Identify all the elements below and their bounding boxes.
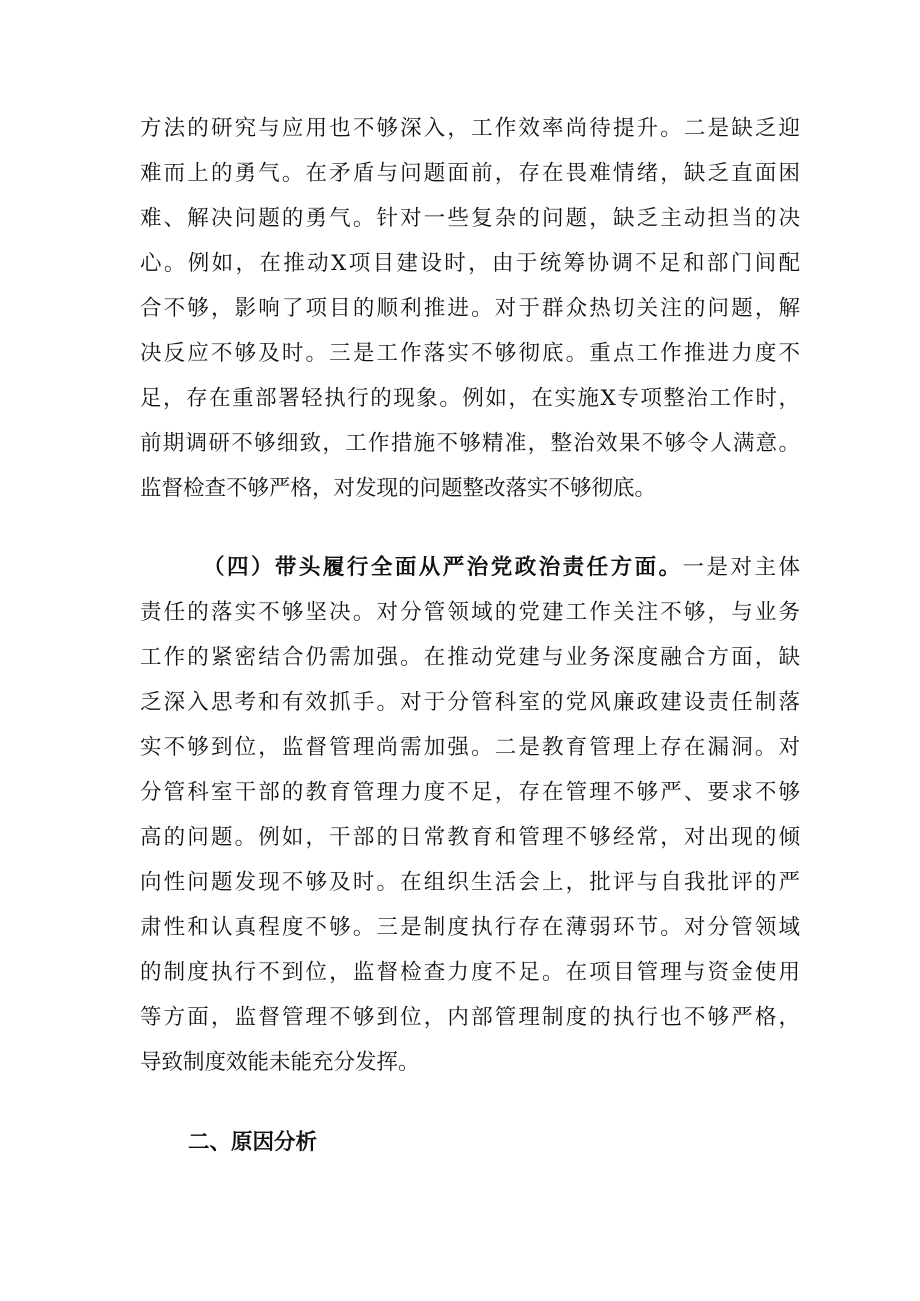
paragraph-line: 决反应不够及时。三是工作落实不够彻底。重点工作推进力度不 xyxy=(140,341,800,366)
paragraph-first-line xyxy=(140,545,800,590)
paragraph-line: 分管科室干部的教育管理力度不足，存在管理不够严、要求不够 xyxy=(140,780,800,805)
paragraph-line: 向性问题发现不够及时。在组织生活会上，批评与自我批评的严 xyxy=(140,870,800,895)
paragraph-line: 难、解决问题的勇气。针对一些复杂的问题，缺乏主动担当的决 xyxy=(140,206,800,231)
first-line-text: 一是对主体 xyxy=(682,555,800,580)
paragraph-line: 导致制度效能未能充分发挥。 xyxy=(140,1050,420,1075)
paragraph-line: 高的问题。例如，干部的日常教育和管理不够经常，对出现的倾 xyxy=(140,825,800,850)
paragraph-line: 方法的研究与应用也不够深入，工作效率尚待提升。二是缺乏迎 xyxy=(140,116,800,141)
paragraph-line: 肃性和认真程度不够。三是制度执行存在薄弱环节。对分管领域 xyxy=(140,915,800,940)
paragraph-line: 合不够，影响了项目的顺利推进。对于群众热切关注的问题，解 xyxy=(140,296,800,321)
paragraph-problems-continued xyxy=(140,106,800,511)
paragraph-line: 前期调研不够细致，工作措施不够精准，整治效果不够令人满意。 xyxy=(140,431,800,456)
paragraph-line: 乏深入思考和有效抓手。对于分管科室的党风廉政建设责任制落 xyxy=(140,690,800,715)
paragraph-party-responsibility xyxy=(140,545,800,1085)
paragraph-line: 足，存在重部署轻执行的现象。例如，在实施X专项整治工作时， xyxy=(140,386,800,411)
paragraph-line: 监督检查不够严格，对发现的问题整改落实不够彻底。 xyxy=(140,476,657,501)
paragraph-line: 难而上的勇气。在矛盾与问题面前，存在畏难情绪，缺乏直面困 xyxy=(140,161,800,186)
subsection-heading: （四）带头履行全面从严治党政治责任方面。 xyxy=(203,555,683,580)
paragraph-line: 等方面，监督管理不够到位，内部管理制度的执行也不够严格， xyxy=(140,1005,800,1030)
paragraph-line: 责任的落实不够坚决。对分管领域的党建工作关注不够，与业务 xyxy=(140,600,800,625)
paragraph-line: 工作的紧密结合仍需加强。在推动党建与业务深度融合方面，缺 xyxy=(140,645,800,670)
paragraph-line: 心。例如，在推动X项目建设时，由于统筹协调不足和部门间配 xyxy=(140,251,800,276)
section-heading: 二、原因分析 xyxy=(188,1130,318,1155)
paragraph-line: 的制度执行不到位，监督检查力度不足。在项目管理与资金使用 xyxy=(140,960,800,985)
paragraph-line: 实不够到位，监督管理尚需加强。二是教育管理上存在漏洞。对 xyxy=(140,735,800,760)
